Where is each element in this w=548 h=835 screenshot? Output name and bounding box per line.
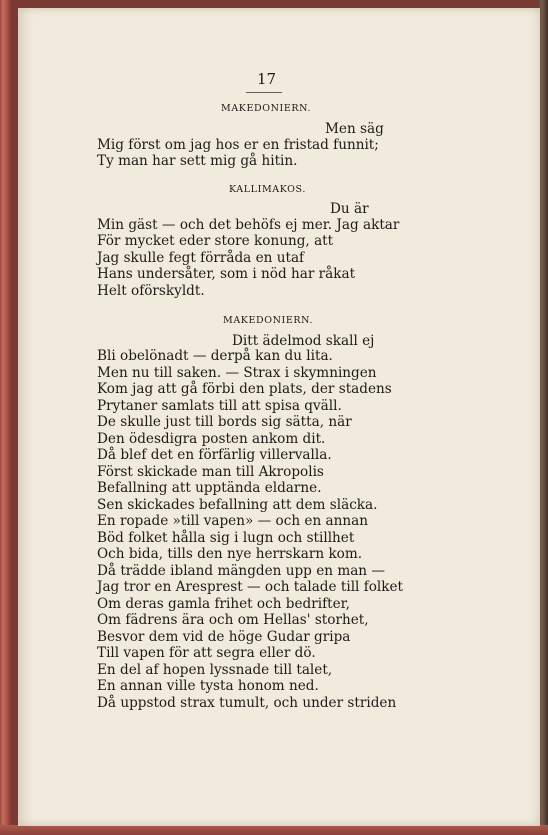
verse-line: Om fädrens ära och om Hellas' storhet, — [97, 612, 369, 628]
verse-line: Ditt ädelmod skall ej — [232, 333, 375, 349]
speaker-label: MAKEDONIERN. — [221, 103, 312, 114]
verse-line: Och bida, tills den nye herrskarn kom. — [97, 546, 363, 562]
verse-line: Hans undersåter, som i nöd har råkat — [97, 266, 356, 282]
speaker-label: MAKEDONIERN. — [223, 315, 314, 326]
verse-line: Då uppstod strax tumult, och under striden — [97, 695, 397, 711]
verse-line: Jag skulle fegt förråda en utaf — [97, 250, 305, 266]
verse-line: Böd folket hålla sig i lugn och stillhet — [97, 530, 355, 546]
verse-line: Helt oförskyldt. — [97, 283, 205, 299]
verse-line: En del af hopen lyssnade till talet, — [97, 662, 333, 678]
verse-line: Besvor dem vid de höge Gudar gripa — [97, 629, 351, 645]
verse-line: Prytaner samlats till att spisa qväll. — [97, 398, 342, 414]
verse-line: Min gäst — och det behöfs ej mer. Jag aktar — [97, 217, 400, 233]
verse-line: Jag tror en Aresprest — och talade till folket — [97, 579, 404, 595]
verse-line: Om deras gamla frihet och bedrifter, — [97, 596, 350, 612]
verse-line: Befallning att upptända eldarne. — [97, 480, 322, 496]
verse-line: De skulle just till bords sig sätta, när — [97, 414, 352, 430]
verse-line: Då trädde ibland mängden upp en man — — [97, 563, 385, 579]
book-bottom-edge — [0, 825, 548, 835]
speaker-label: KALLIMAKOS. — [229, 184, 306, 195]
page-number: 17 — [257, 70, 277, 88]
verse-line: Den ödesdigra posten ankom dit. — [97, 431, 326, 447]
verse-line: Först skickade man till Akropolis — [97, 464, 324, 480]
verse-line: Ty man har sett mig gå hitin. — [97, 153, 298, 169]
verse-line: Men säg — [325, 121, 384, 137]
verse-line: En annan ville tysta honom ned. — [97, 678, 319, 694]
verse-line: Mig först om jag hos er en fristad funnit; — [97, 137, 379, 153]
verse-line: Bli obelönadt — derpå kan du lita. — [97, 348, 333, 364]
verse-line: Då blef det en förfärlig villervalla. — [97, 447, 332, 463]
verse-line: Men nu till saken. — Strax i skymningen — [97, 365, 377, 381]
verse-line: En ropade »till vapen» — och en annan — [97, 513, 369, 529]
verse-line: Kom jag att gå förbi den plats, der stadens — [97, 381, 392, 397]
page-number-rule — [246, 92, 282, 93]
verse-line: För mycket eder store konung, att — [97, 233, 334, 249]
verse-line: Du är — [330, 201, 369, 217]
verse-line: Till vapen för att segra eller dö. — [97, 645, 316, 661]
verse-line: Sen skickades befallning att dem släcka. — [97, 497, 378, 513]
